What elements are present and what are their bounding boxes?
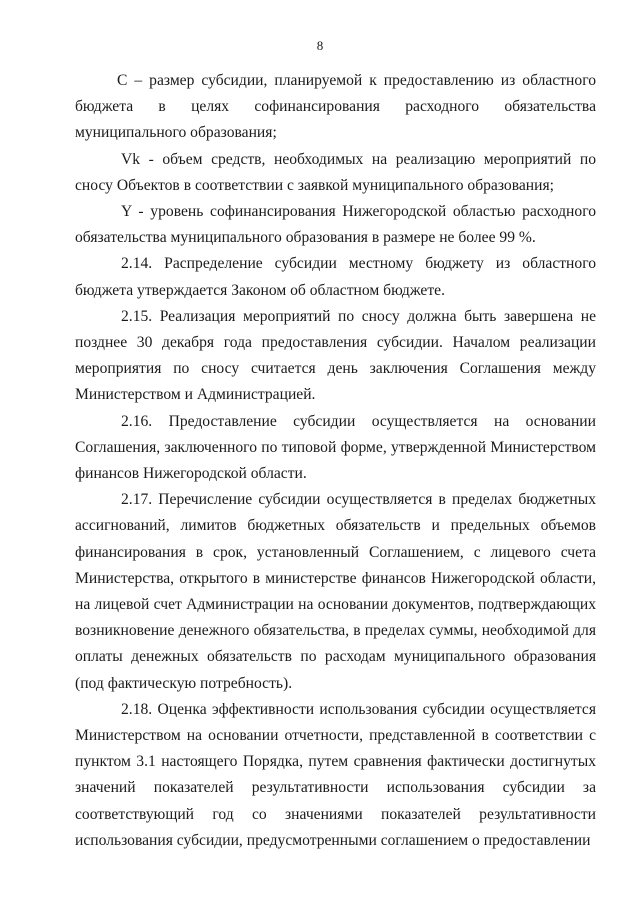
document-body — [75, 68, 596, 854]
paragraph-2-14: 2.14. Распределение субсидии местному бюджету из областного бюджета утверждается Законом об областном бюджете. — [75, 255, 596, 299]
paragraph-definition-y: Y - уровень софинансирования Нижегородской областью расходного обязательства муниципального образования в размере не более 99 %. — [75, 203, 596, 247]
page-number: 8 — [316, 38, 324, 53]
paragraph-2-15: 2.15. Реализация мероприятий по сносу должна быть завершена не позднее 30 декабря года предоставления субсидии. Началом реализации мероприятия по сносу считается день заключения Соглашения между Министерством и Администрацией. — [75, 307, 596, 404]
paragraph-2-16: 2.16. Предоставление субсидии осуществляется на основании Соглашения, заключенного по типовой форме, утвержденной Министерством финансов Нижегородской области. — [75, 412, 596, 483]
paragraph-definition-vk: Vk - объем средств, необходимых на реализацию мероприятий по сносу Объектов в соответствии с заявкой муниципального образования; — [75, 150, 596, 194]
paragraph-2-18: 2.18. Оценка эффективности использования субсидии осуществляется Министерством на основании отчетности, представленной в соответствии с пунктом 3.1 настоящего Порядка, путем сравнения фактически достигнутых значений показателей результативности использования субсидии за соответствующий год со значениями показателей результативности использования субсидии, предусмотренными соглашением о предоставлении — [75, 700, 596, 849]
paragraph-definition-c: С – размер субсидии, планируемой к предоставлению из областного бюджета в целях софинансирования расходного обязательства муниципального образования; — [75, 72, 596, 142]
paragraph-2-17: 2.17. Перечисление субсидии осуществляется в пределах бюджетных ассигнований, лимитов бюджетных обязательств и предельных объемов финансирования в срок, установленный Соглашением, с лицевого счета Министерства, открытого в министерстве финансов Нижегородской области, на лицевой счет Администрации на основании документов, подтверждающих возникновение денежного обязательства, в пределах суммы, необходимой для оплаты денежных обязательств по расходам муниципального образования (под фактическую потребность). — [75, 491, 596, 692]
